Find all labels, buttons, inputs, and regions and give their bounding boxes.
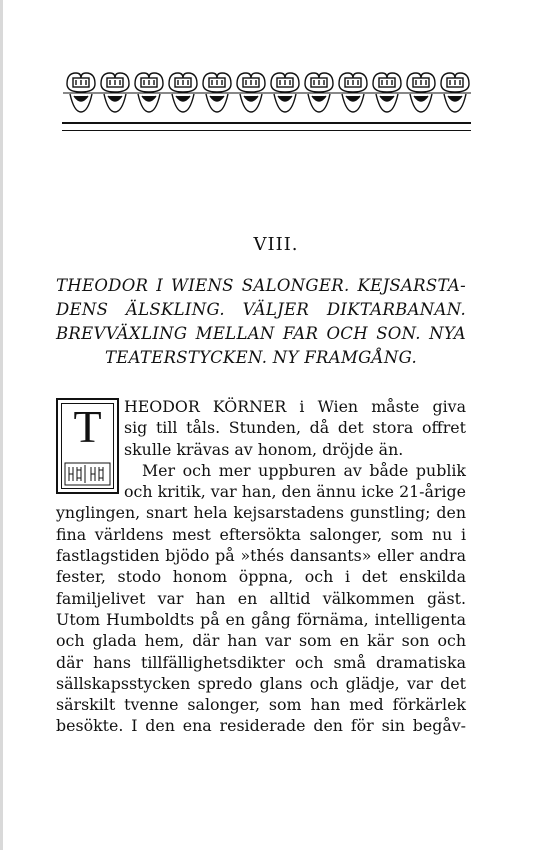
header-rule-thin [62, 130, 471, 131]
decorative-header-ornament [62, 70, 472, 116]
text-line: HEODOR KÖRNER i Wien måste giva [124, 397, 466, 416]
summary-line: THEODOR I WIENS SALONGER. KEJSARSTA- [56, 276, 466, 295]
summary-line: DENS ÄLSKLING. VÄLJER DIKTARBANAN. [56, 300, 466, 319]
text-line: och glada hem, där han var som en kär son och [56, 631, 466, 651]
text-line: fina världens mest eftersökta salonger, som nu i [56, 524, 466, 544]
text-line: familjelivet var han en alltid välkommen gäst. [56, 588, 466, 608]
body-text [56, 396, 466, 737]
text-line: besökte. I den ena residerade den för sin begåv- [56, 716, 466, 736]
header-rule-thick [62, 122, 471, 124]
text-line: särskilt tvenne salonger, som han med förkärlek [56, 695, 466, 715]
chapter-summary [56, 274, 466, 370]
text-line: ynglingen, snart hela kejsarstadens gunstling; den [56, 503, 466, 523]
text-line: fastlagstiden bjödo på »thés dansants» eller andra [56, 546, 466, 566]
text-line: sällskapsstycken spredo glans och glädje, var det [56, 673, 466, 693]
text-line: där hans tillfällighetsdikter och små dramatiska [56, 652, 466, 672]
text-line: Mer och mer uppburen av både publik [142, 460, 466, 480]
text-line: skulle krävas av honom, dröjde än. [124, 439, 404, 459]
text-line: och kritik, var han, den ännu icke 21-årige [124, 482, 466, 502]
text-line: Utom Humboldts på en gång förnäma, intelligenta [56, 609, 466, 629]
chapter-number: VIII. [253, 234, 299, 255]
drop-cap-letter: T [73, 401, 102, 452]
page-edge [0, 0, 3, 850]
summary-line: TEATERSTYCKEN. NY FRAMGÅNG. [104, 348, 418, 367]
text-line: fester, stodo honom öppna, och i det enskilda [56, 567, 466, 587]
summary-line: BREVVÄXLING MELLAN FAR OCH SON. NYA [56, 324, 466, 343]
text-line: sig till tåls. Stunden, då det stora offret [124, 418, 466, 438]
